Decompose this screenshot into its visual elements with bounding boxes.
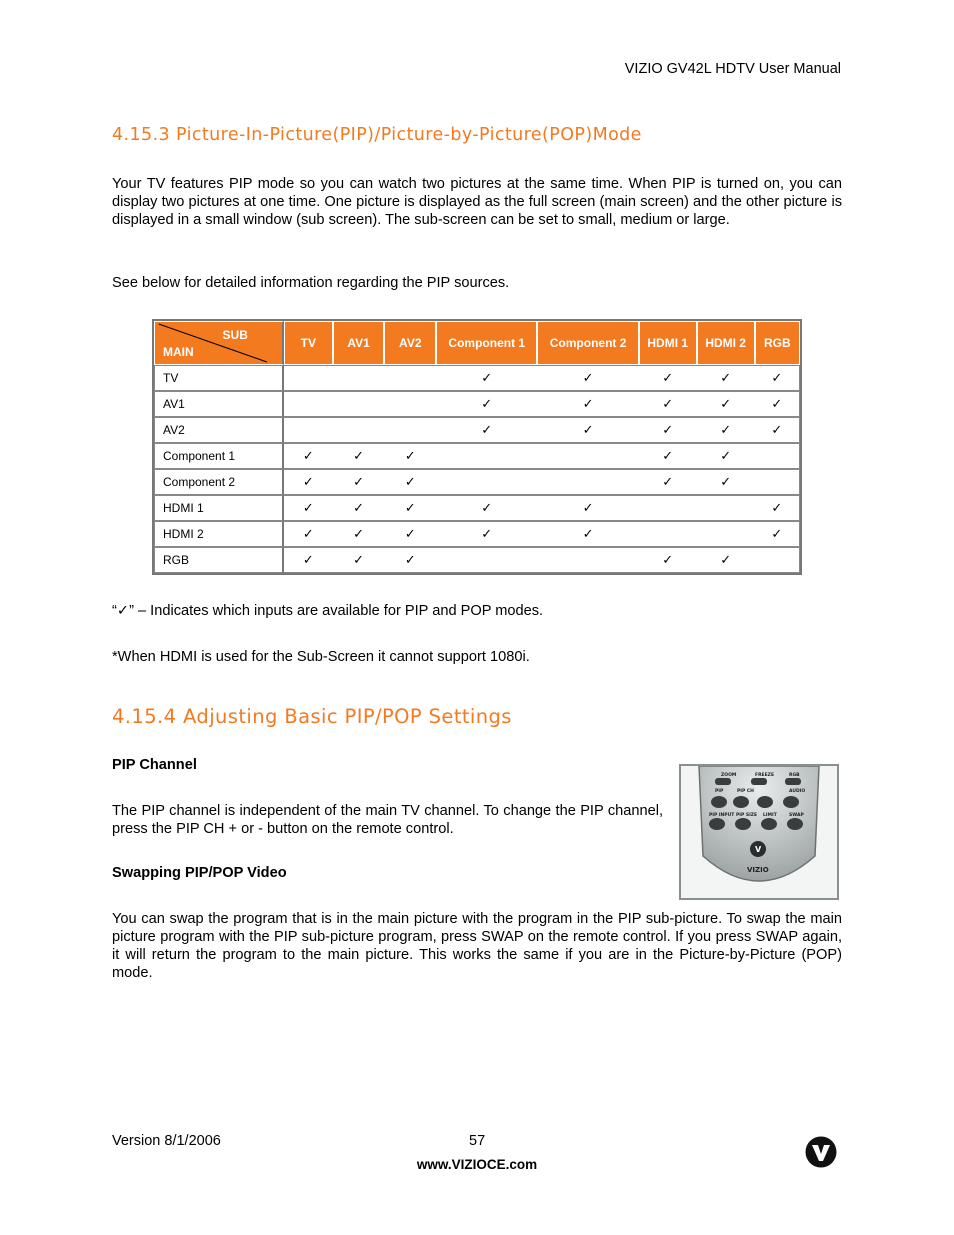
svg-text:V: V [755, 845, 762, 854]
check-mark-cell: ✓ [333, 495, 385, 521]
check-mark-cell: ✓ [755, 521, 800, 547]
check-mark-cell: ✓ [436, 417, 537, 443]
check-mark-cell: ✓ [697, 443, 755, 469]
table-row [154, 495, 800, 521]
table-row [154, 417, 800, 443]
row-label: Component 1 [154, 443, 284, 469]
swap-title: Swapping PIP/POP Video [112, 865, 287, 881]
check-mark-cell: ✓ [333, 443, 385, 469]
section-heading-pip-pop-mode: 4.15.3 Picture-In-Picture(PIP)/Picture-by-Picture(POP)Mode [112, 125, 642, 145]
table-body [154, 365, 800, 573]
svg-text:SWAP: SWAP [789, 813, 804, 818]
check-mark-cell: ✓ [755, 391, 800, 417]
svg-text:VIZIO: VIZIO [747, 866, 769, 874]
svg-text:PIP INPUT: PIP INPUT [709, 813, 735, 818]
empty-cell [697, 521, 755, 547]
check-mark-cell: ✓ [755, 495, 800, 521]
svg-text:PIP CH: PIP CH [737, 789, 754, 794]
check-mark-cell: ✓ [384, 521, 436, 547]
check-mark-cell: ✓ [333, 469, 385, 495]
empty-cell [284, 365, 333, 391]
check-mark-cell: ✓ [697, 417, 755, 443]
column-header-component-1: Component 1 [436, 321, 537, 365]
check-mark-cell: ✓ [537, 417, 638, 443]
footer-page-number: 57 [469, 1133, 486, 1149]
check-mark-cell: ✓ [333, 521, 385, 547]
row-label: HDMI 1 [154, 495, 284, 521]
check-mark-cell: ✓ [639, 417, 697, 443]
check-mark-cell: ✓ [436, 495, 537, 521]
check-mark-cell: ✓ [284, 443, 333, 469]
check-mark-cell: ✓ [697, 365, 755, 391]
corner-main-label: MAIN [163, 345, 194, 359]
pip-intro-paragraph: Your TV features PIP mode so you can watch two pictures at the same time. When PIP is turned on, you can display two pictures at one time. One picture is displayed as the full screen (main screen) and the other picture is displayed in a small window (sub screen). The sub-screen can be set to small, medium or large. [112, 176, 842, 228]
check-mark-cell: ✓ [639, 443, 697, 469]
vizio-logo-icon [805, 1136, 837, 1168]
empty-cell [384, 391, 436, 417]
check-mark-cell: ✓ [537, 391, 638, 417]
empty-cell [537, 469, 638, 495]
check-mark-cell: ✓ [284, 521, 333, 547]
empty-cell [755, 469, 800, 495]
check-mark-cell: ✓ [755, 365, 800, 391]
check-mark-cell: ✓ [384, 547, 436, 573]
check-mark-cell: ✓ [537, 521, 638, 547]
table-row [154, 469, 800, 495]
empty-cell [284, 391, 333, 417]
check-mark-cell: ✓ [697, 547, 755, 573]
column-header-component-2: Component 2 [537, 321, 638, 365]
empty-cell [436, 469, 537, 495]
column-header-hdmi-1: HDMI 1 [639, 321, 697, 365]
corner-sub-label: SUB [222, 328, 248, 342]
row-label: AV2 [154, 417, 284, 443]
table-row [154, 521, 800, 547]
check-mark-cell: ✓ [537, 495, 638, 521]
pip-channel-title: PIP Channel [112, 757, 197, 773]
svg-text:AUDIO: AUDIO [789, 789, 806, 794]
empty-cell [537, 547, 638, 573]
svg-text:ZOOM: ZOOM [721, 773, 737, 778]
svg-text:FREEZE: FREEZE [755, 773, 775, 778]
check-mark-cell: ✓ [384, 443, 436, 469]
empty-cell [436, 443, 537, 469]
pip-sources-paragraph: See below for detailed information regarding the PIP sources. [112, 275, 510, 291]
empty-cell [697, 495, 755, 521]
empty-cell [384, 365, 436, 391]
column-header-av1: AV1 [333, 321, 385, 365]
table-corner-cell [154, 321, 284, 365]
check-mark-cell: ✓ [755, 417, 800, 443]
check-mark-cell: ✓ [284, 469, 333, 495]
pip-sources-table [152, 319, 802, 575]
column-header-tv: TV [284, 321, 333, 365]
footer-url[interactable]: www.VIZIOCE.com [416, 1157, 538, 1172]
check-mark-cell: ✓ [436, 365, 537, 391]
check-mark-cell: ✓ [384, 469, 436, 495]
row-label: RGB [154, 547, 284, 573]
check-mark-cell: ✓ [333, 547, 385, 573]
row-label: TV [154, 365, 284, 391]
remote-illustration [681, 766, 837, 898]
check-legend-note: “✓” – Indicates which inputs are available for PIP and POP modes. [112, 603, 544, 619]
table-row [154, 443, 800, 469]
column-header-rgb: RGB [755, 321, 800, 365]
pip-channel-paragraph: The PIP channel is independent of the main TV channel. To change the PIP channel, press the PIP CH + or - button on the remote control. [112, 803, 663, 837]
check-mark-cell: ✓ [697, 469, 755, 495]
svg-text:RGB: RGB [789, 773, 800, 778]
empty-cell [537, 443, 638, 469]
table-row [154, 365, 800, 391]
empty-cell [333, 417, 385, 443]
empty-cell [333, 365, 385, 391]
check-mark-cell: ✓ [537, 365, 638, 391]
svg-text:PIP: PIP [715, 789, 724, 794]
empty-cell [384, 417, 436, 443]
check-mark-cell: ✓ [284, 547, 333, 573]
row-label: AV1 [154, 391, 284, 417]
empty-cell [755, 547, 800, 573]
remote-control-image [679, 764, 839, 900]
column-header-av2: AV2 [384, 321, 436, 365]
row-label: HDMI 2 [154, 521, 284, 547]
swap-paragraph: You can swap the program that is in the main picture with the program in the PIP sub-picture. To swap the main picture program with the PIP sub-picture program, press SWAP on the remote control. If you press SWAP again, it will return the program to the main picture. This works the same if you are in the Picture-by-Picture (POP) mode. [112, 911, 842, 981]
check-mark-cell: ✓ [639, 547, 697, 573]
hdmi-note: *When HDMI is used for the Sub-Screen it cannot support 1080i. [112, 649, 530, 665]
check-mark-cell: ✓ [639, 365, 697, 391]
empty-cell [639, 495, 697, 521]
empty-cell [639, 521, 697, 547]
table-row [154, 547, 800, 573]
empty-cell [436, 547, 537, 573]
check-mark-cell: ✓ [639, 391, 697, 417]
empty-cell [755, 443, 800, 469]
section-heading-adjusting-pip-pop: 4.15.4 Adjusting Basic PIP/POP Settings [112, 705, 512, 728]
svg-text:LIMIT: LIMIT [763, 813, 777, 818]
svg-text:PIP SIZE: PIP SIZE [736, 813, 758, 818]
check-mark-cell: ✓ [697, 391, 755, 417]
check-mark-cell: ✓ [436, 391, 537, 417]
header-title: VIZIO GV42L HDTV User Manual [624, 61, 841, 77]
footer-version: Version 8/1/2006 [112, 1133, 221, 1149]
check-mark-cell: ✓ [284, 495, 333, 521]
check-mark-cell: ✓ [384, 495, 436, 521]
row-label: Component 2 [154, 469, 284, 495]
column-header-hdmi-2: HDMI 2 [697, 321, 755, 365]
empty-cell [333, 391, 385, 417]
empty-cell [284, 417, 333, 443]
table-header-row [154, 321, 800, 365]
table-row [154, 391, 800, 417]
check-mark-cell: ✓ [436, 521, 537, 547]
check-mark-cell: ✓ [639, 469, 697, 495]
